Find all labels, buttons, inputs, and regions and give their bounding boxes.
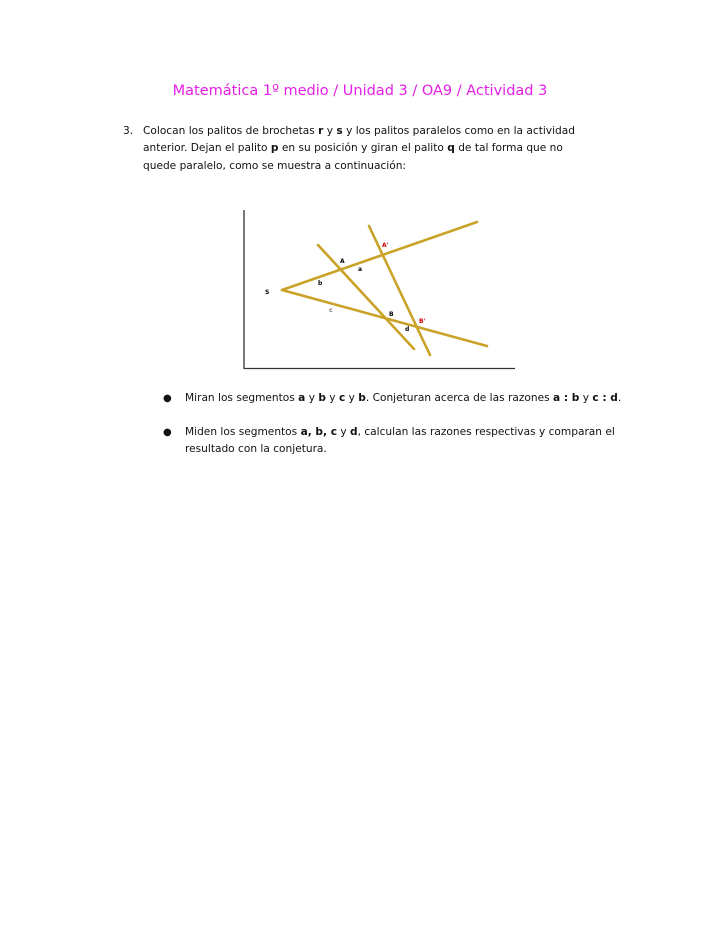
- bold-term: c : d: [592, 392, 618, 404]
- text-run: . Conjeturan acerca de las razones: [365, 392, 554, 404]
- label-A: A: [340, 258, 345, 265]
- text-run: Miden los segmentos: [185, 426, 301, 438]
- text-run: Colocan los palitos de brochetas: [143, 125, 319, 137]
- label-A-prime: A': [382, 242, 389, 249]
- label-d: d: [405, 326, 410, 333]
- label-B: B: [389, 311, 394, 318]
- label-b: b: [318, 280, 323, 287]
- stick-r: [282, 222, 477, 290]
- text-run: .: [617, 392, 622, 404]
- text-run: y: [323, 125, 337, 137]
- text-run: y los palitos paralelos como en la actividad anterior. Dejan el palito: [143, 125, 575, 155]
- question-number: 3.: [123, 125, 134, 137]
- bold-term: p: [270, 142, 279, 155]
- bold-term: s: [336, 125, 343, 137]
- page-title: Matemática 1º medio / Unidad 3 / OA9 / Actividad 3: [172, 83, 548, 99]
- bullet-icon: ●: [163, 393, 172, 404]
- label-c: c: [329, 307, 333, 314]
- text-run: de tal forma que no quede paralelo, como se muestra a continuación:: [143, 142, 563, 172]
- stick-q: [369, 226, 430, 355]
- text-run: y: [305, 392, 319, 404]
- text-run: en su posición y giran el palito: [278, 142, 448, 155]
- bold-term: a : b: [553, 392, 580, 404]
- bullet-text: [185, 424, 625, 457]
- bold-term: a: [298, 392, 306, 404]
- label-S: S: [265, 289, 270, 296]
- text-run: y: [579, 392, 593, 404]
- label-a: a: [358, 266, 363, 273]
- label-B-prime: B': [419, 318, 426, 325]
- bold-term: r: [318, 125, 324, 137]
- bullet-text: [185, 390, 625, 407]
- text-run: Miran los segmentos: [185, 392, 299, 404]
- bold-term: a, b, c: [300, 426, 337, 438]
- text-run: y: [337, 426, 351, 438]
- bold-term: d: [350, 426, 358, 438]
- text-run: y: [325, 392, 339, 404]
- text-run: , calculan las razones respectivas y comparan el resultado con la conjetura.: [185, 426, 615, 455]
- bold-term: q: [447, 142, 455, 155]
- text-run: y: [345, 392, 359, 404]
- bold-term: c: [338, 392, 346, 404]
- bold-term: b: [318, 392, 326, 404]
- bold-term: b: [358, 392, 366, 404]
- bullet-icon: ●: [163, 427, 172, 438]
